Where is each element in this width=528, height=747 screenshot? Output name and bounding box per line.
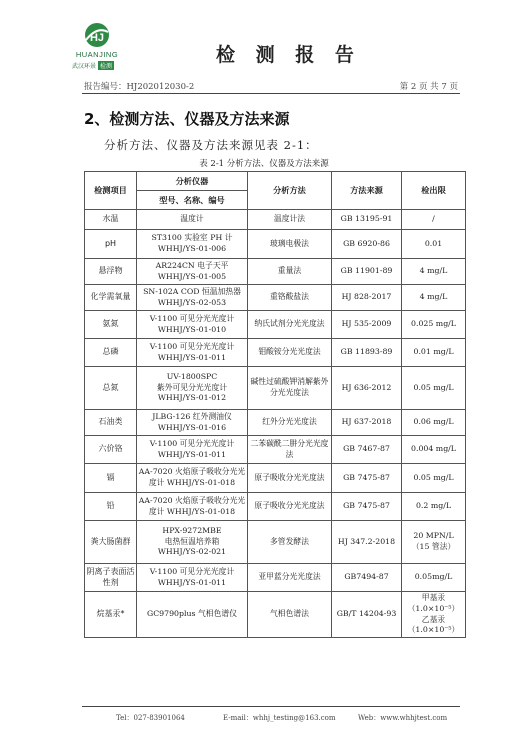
cell-item: [85, 210, 137, 230]
cell-instrument: [137, 230, 248, 259]
cell-limit: [402, 521, 466, 564]
cell-instrument-text: AA-7020 火焰原子吸收分光光度计 WHHJ/YS-01-018: [138, 467, 246, 487]
cell-source: [332, 493, 402, 521]
table-row: [85, 493, 466, 521]
cell-item-text: 六价铬: [98, 444, 123, 454]
cell-instrument-text: 温度计: [180, 214, 204, 224]
cell-instrument: [137, 410, 248, 436]
footer-tel: Tel：027-83901064: [116, 714, 185, 722]
cell-source-text: GB 6920-86: [343, 238, 390, 248]
footer-web: Web：www.whhjtest.com: [358, 714, 448, 722]
cell-limit: [402, 410, 466, 436]
cell-source: [332, 367, 402, 410]
cell-method: [248, 367, 332, 410]
table-row: [85, 311, 466, 339]
cell-limit: [402, 564, 466, 592]
cell-source: [332, 564, 402, 592]
cell-method: [248, 210, 332, 230]
cell-item: [85, 259, 137, 285]
cell-method-text: 红外分光光度法: [262, 417, 317, 427]
cell-limit-text: 0.01 mg/L: [413, 347, 454, 357]
header-item: 检测项目: [85, 172, 137, 210]
cell-item-text: pH: [104, 238, 117, 248]
table-row: [85, 521, 466, 564]
cell-method-text: 钼酸铵分光光度法: [258, 347, 321, 357]
methods-table: [84, 171, 466, 638]
cell-item: [85, 311, 137, 339]
cell-instrument-text: V-1100 可见分光光度计: [149, 313, 235, 323]
cell-instrument-text: V-1100 可见分光光度计: [149, 566, 235, 576]
cell-instrument-text: WHHJ/YS-01-010: [157, 324, 227, 334]
cell-item: [85, 436, 137, 464]
cell-method: [248, 311, 332, 339]
cell-method-text: 亚甲蓝分光光度法: [258, 572, 321, 582]
cell-limit-text: 0.025 mg/L: [411, 319, 456, 329]
cell-method: [248, 592, 332, 638]
cell-method: [248, 410, 332, 436]
cell-item: [85, 493, 137, 521]
cell-instrument: [137, 259, 248, 285]
cell-source-text: GB 7475-87: [343, 472, 390, 482]
cell-limit-text: 0.004 mg/L: [411, 444, 456, 454]
cell-limit-text: 4 mg/L: [419, 266, 448, 276]
table-row: [85, 436, 466, 464]
cell-source: [332, 311, 402, 339]
cell-instrument: [137, 367, 248, 410]
table-row: [85, 339, 466, 367]
cell-method-text: 气相色谱法: [270, 609, 309, 619]
cell-instrument-text: UV-1800SPC: [166, 371, 218, 381]
cell-limit: [402, 311, 466, 339]
cell-item: [85, 592, 137, 638]
cell-method-text: 二苯碳酰二肼分光光度法: [250, 438, 329, 459]
cell-item-text: 粪大肠菌群: [90, 536, 131, 546]
table-row: [85, 367, 466, 410]
header-instrument-sub: 型号、名称、编号: [137, 191, 248, 210]
cell-instrument-text: 紫外可见分光光度计: [156, 382, 228, 392]
cell-limit-text: 0.05mg/L: [414, 572, 453, 582]
cell-limit-text: （1.0×10⁻⁵）: [407, 603, 460, 613]
cell-method: [248, 493, 332, 521]
cell-instrument: [137, 564, 248, 592]
cell-item-text: 铅: [106, 501, 115, 511]
cell-item-text: 石油类: [98, 417, 123, 427]
table-row: [85, 259, 466, 285]
report-title: 检 测 报 告: [216, 44, 361, 66]
section-intro: 分析方法、仪器及方法来源见表 2-1：: [104, 138, 318, 152]
cell-item-text: 阴离子表面活性剂: [86, 566, 135, 587]
cell-method: [248, 564, 332, 592]
cell-instrument-text: AR224CN 电子天平: [155, 260, 229, 270]
cell-source-text: GB 11893-89: [340, 347, 393, 357]
cell-item: [85, 339, 137, 367]
cell-instrument-text: AA-7020 火焰原子吸收分光光度计 WHHJ/YS-01-018: [138, 495, 246, 516]
footer-email: E-mail：whhj_testing@163.com: [223, 714, 336, 722]
cell-source: [332, 410, 402, 436]
cell-instrument-text: SN-102A COD 恒温加热器: [143, 286, 241, 296]
cell-item-text: 烷基汞*: [96, 609, 125, 619]
cell-limit: [402, 436, 466, 464]
cell-instrument: [137, 464, 248, 493]
cell-limit-text: 4 mg/L: [419, 292, 448, 302]
cell-source: [332, 230, 402, 259]
cell-source-text: HJ 535-2009: [341, 319, 392, 329]
cell-limit-text: 0.01: [424, 238, 443, 248]
cell-limit: [402, 210, 466, 230]
cell-source: [332, 521, 402, 564]
cell-item-text: 氨氮: [102, 319, 119, 329]
cell-item: [85, 230, 137, 259]
cell-limit: [402, 259, 466, 285]
report-number: 报告编号：HJ202012030-2: [84, 82, 195, 92]
cell-item: [85, 410, 137, 436]
cell-method-text: 碱性过硫酸钾消解紫外分光光度法: [250, 377, 329, 397]
cell-instrument-text: WHHJ/YS-02-021: [157, 547, 227, 557]
table-row: [85, 230, 466, 259]
cell-method: [248, 259, 332, 285]
cell-source-text: HJ 636-2012: [341, 382, 392, 392]
table-row: [85, 592, 466, 638]
cell-method-text: 温度计法: [273, 214, 306, 224]
cell-instrument-text: WHHJ/YS-01-011: [157, 449, 227, 459]
cell-limit-text: 20 MPN/L: [413, 531, 454, 541]
table-row: [85, 410, 466, 436]
cell-source: [332, 339, 402, 367]
cell-instrument-text: WHHJ/YS-01-011: [157, 352, 227, 362]
cell-method: [248, 230, 332, 259]
cell-method-text: 多管发酵法: [270, 536, 309, 546]
cell-method: [248, 285, 332, 311]
cell-limit: [402, 464, 466, 493]
cell-instrument-text: WHHJ/YS-01-012: [157, 393, 227, 403]
cell-instrument-text: GC9790plus 气相色谱仪: [146, 609, 237, 619]
cell-item-text: 悬浮物: [98, 266, 123, 276]
cell-instrument-text: WHHJ/YS-01-006: [157, 244, 227, 253]
cell-source: [332, 210, 402, 230]
brand-sub-text: 武汉环景: [72, 64, 97, 70]
table-row: [85, 564, 466, 592]
cell-limit-text: 0.05 mg/L: [413, 382, 454, 392]
cell-limit-text: 0.2 mg/L: [415, 501, 452, 511]
header-limit: 检出限: [402, 172, 466, 210]
cell-source: [332, 592, 402, 638]
cell-instrument-text: WHHJ/YS-02-053: [157, 297, 227, 307]
footer-divider: [82, 706, 460, 707]
cell-instrument: [137, 521, 248, 564]
cell-instrument: [137, 493, 248, 521]
cell-item-text: 水温: [102, 214, 119, 224]
cell-limit: [402, 339, 466, 367]
header-source: 方法来源: [332, 172, 402, 210]
table-row: [85, 285, 466, 311]
cell-method-text: 纳氏试剂分光光度法: [254, 319, 325, 329]
cell-source-text: GB 7475-87: [343, 501, 390, 511]
cell-item-text: 镉: [106, 472, 115, 482]
cell-source: [332, 436, 402, 464]
cell-method-text: 原子吸收分光光度法: [254, 472, 325, 482]
cell-method: [248, 436, 332, 464]
table-row: [85, 464, 466, 493]
cell-source: [332, 259, 402, 285]
cell-limit: [402, 230, 466, 259]
cell-instrument: [137, 311, 248, 339]
table-caption: 表 2-1 分析方法、仪器及方法来源: [199, 159, 329, 169]
brand-name: HUANJING: [75, 50, 119, 59]
hj-logo-icon: [82, 22, 112, 48]
cell-limit-text: 乙基汞: [421, 614, 446, 624]
cell-source-text: GB7494-87: [344, 572, 389, 582]
cell-instrument-text: JLBG-126 红外测油仪: [152, 411, 232, 421]
cell-method-text: 重铬酸盐法: [270, 292, 309, 302]
cell-instrument: [137, 210, 248, 230]
brand-sub: [72, 61, 114, 70]
company-logo: [68, 22, 126, 76]
header-method: 分析方法: [248, 172, 332, 210]
cell-limit: [402, 285, 466, 311]
cell-source: [332, 285, 402, 311]
cell-limit-text: （1.0×10⁻⁵）: [407, 625, 460, 635]
cell-source-text: GB 7467-87: [343, 444, 390, 454]
svg-text:HJ: HJ: [89, 32, 105, 44]
page-indicator: 第 2 页 共 7 页: [399, 82, 458, 92]
cell-instrument-text: WHHJ/YS-01-016: [157, 422, 227, 432]
cell-source-text: GB 13195-91: [340, 214, 393, 224]
cell-source-text: HJ 637-2018: [341, 417, 392, 427]
cell-limit: [402, 493, 466, 521]
cell-method-text: 玻璃电极法: [270, 238, 309, 248]
cell-instrument-text: V-1100 可见分光光度计: [149, 438, 235, 448]
header-divider: [82, 93, 460, 94]
cell-limit-text: 0.06 mg/L: [413, 417, 454, 427]
cell-item: [85, 285, 137, 311]
cell-limit-text: /: [432, 214, 435, 224]
cell-method: [248, 521, 332, 564]
cell-limit: [402, 592, 466, 638]
section-heading: 2、检测方法、仪器及方法来源: [84, 110, 290, 128]
cell-item-text: 总氮: [102, 382, 119, 392]
cell-limit-text: （15 管法）: [411, 542, 456, 551]
cell-source-text: GB 11901-89: [340, 266, 393, 276]
table-row: [85, 210, 466, 230]
cell-instrument-text: WHHJ/YS-01-005: [157, 271, 227, 281]
cell-item: [85, 464, 137, 493]
cell-instrument-text: 电热恒温培养箱: [164, 536, 220, 546]
cell-instrument: [137, 592, 248, 638]
cell-item-text: 化学需氧量: [90, 292, 131, 302]
cell-source-text: HJ 347.2-2018: [337, 536, 396, 546]
cell-method: [248, 464, 332, 493]
cell-instrument-text: WHHJ/YS-01-011: [157, 577, 227, 587]
cell-source: [332, 464, 402, 493]
cell-instrument: [137, 285, 248, 311]
cell-limit: [402, 367, 466, 410]
cell-instrument-text: V-1100 可见分光光度计: [149, 341, 235, 351]
cell-item: [85, 367, 137, 410]
cell-method-text: 原子吸收分光光度法: [254, 501, 325, 511]
cell-instrument: [137, 436, 248, 464]
brand-badge: 检测: [98, 61, 114, 70]
cell-instrument-text: HPX-9272MBE: [162, 525, 222, 535]
cell-item: [85, 521, 137, 564]
cell-instrument: [137, 339, 248, 367]
cell-item: [85, 564, 137, 592]
header-instrument: 分析仪器: [137, 172, 248, 191]
cell-source-text: HJ 828-2017: [341, 292, 392, 302]
cell-limit-text: 甲基汞: [421, 592, 446, 602]
cell-source-text: GB/T 14204-93: [336, 609, 397, 619]
cell-method-text: 重量法: [277, 266, 302, 276]
cell-item-text: 总磷: [102, 347, 119, 357]
cell-instrument-text: ST3100 实验室 PH 计: [151, 233, 233, 243]
cell-limit-text: 0.05 mg/L: [413, 472, 454, 482]
cell-method: [248, 339, 332, 367]
